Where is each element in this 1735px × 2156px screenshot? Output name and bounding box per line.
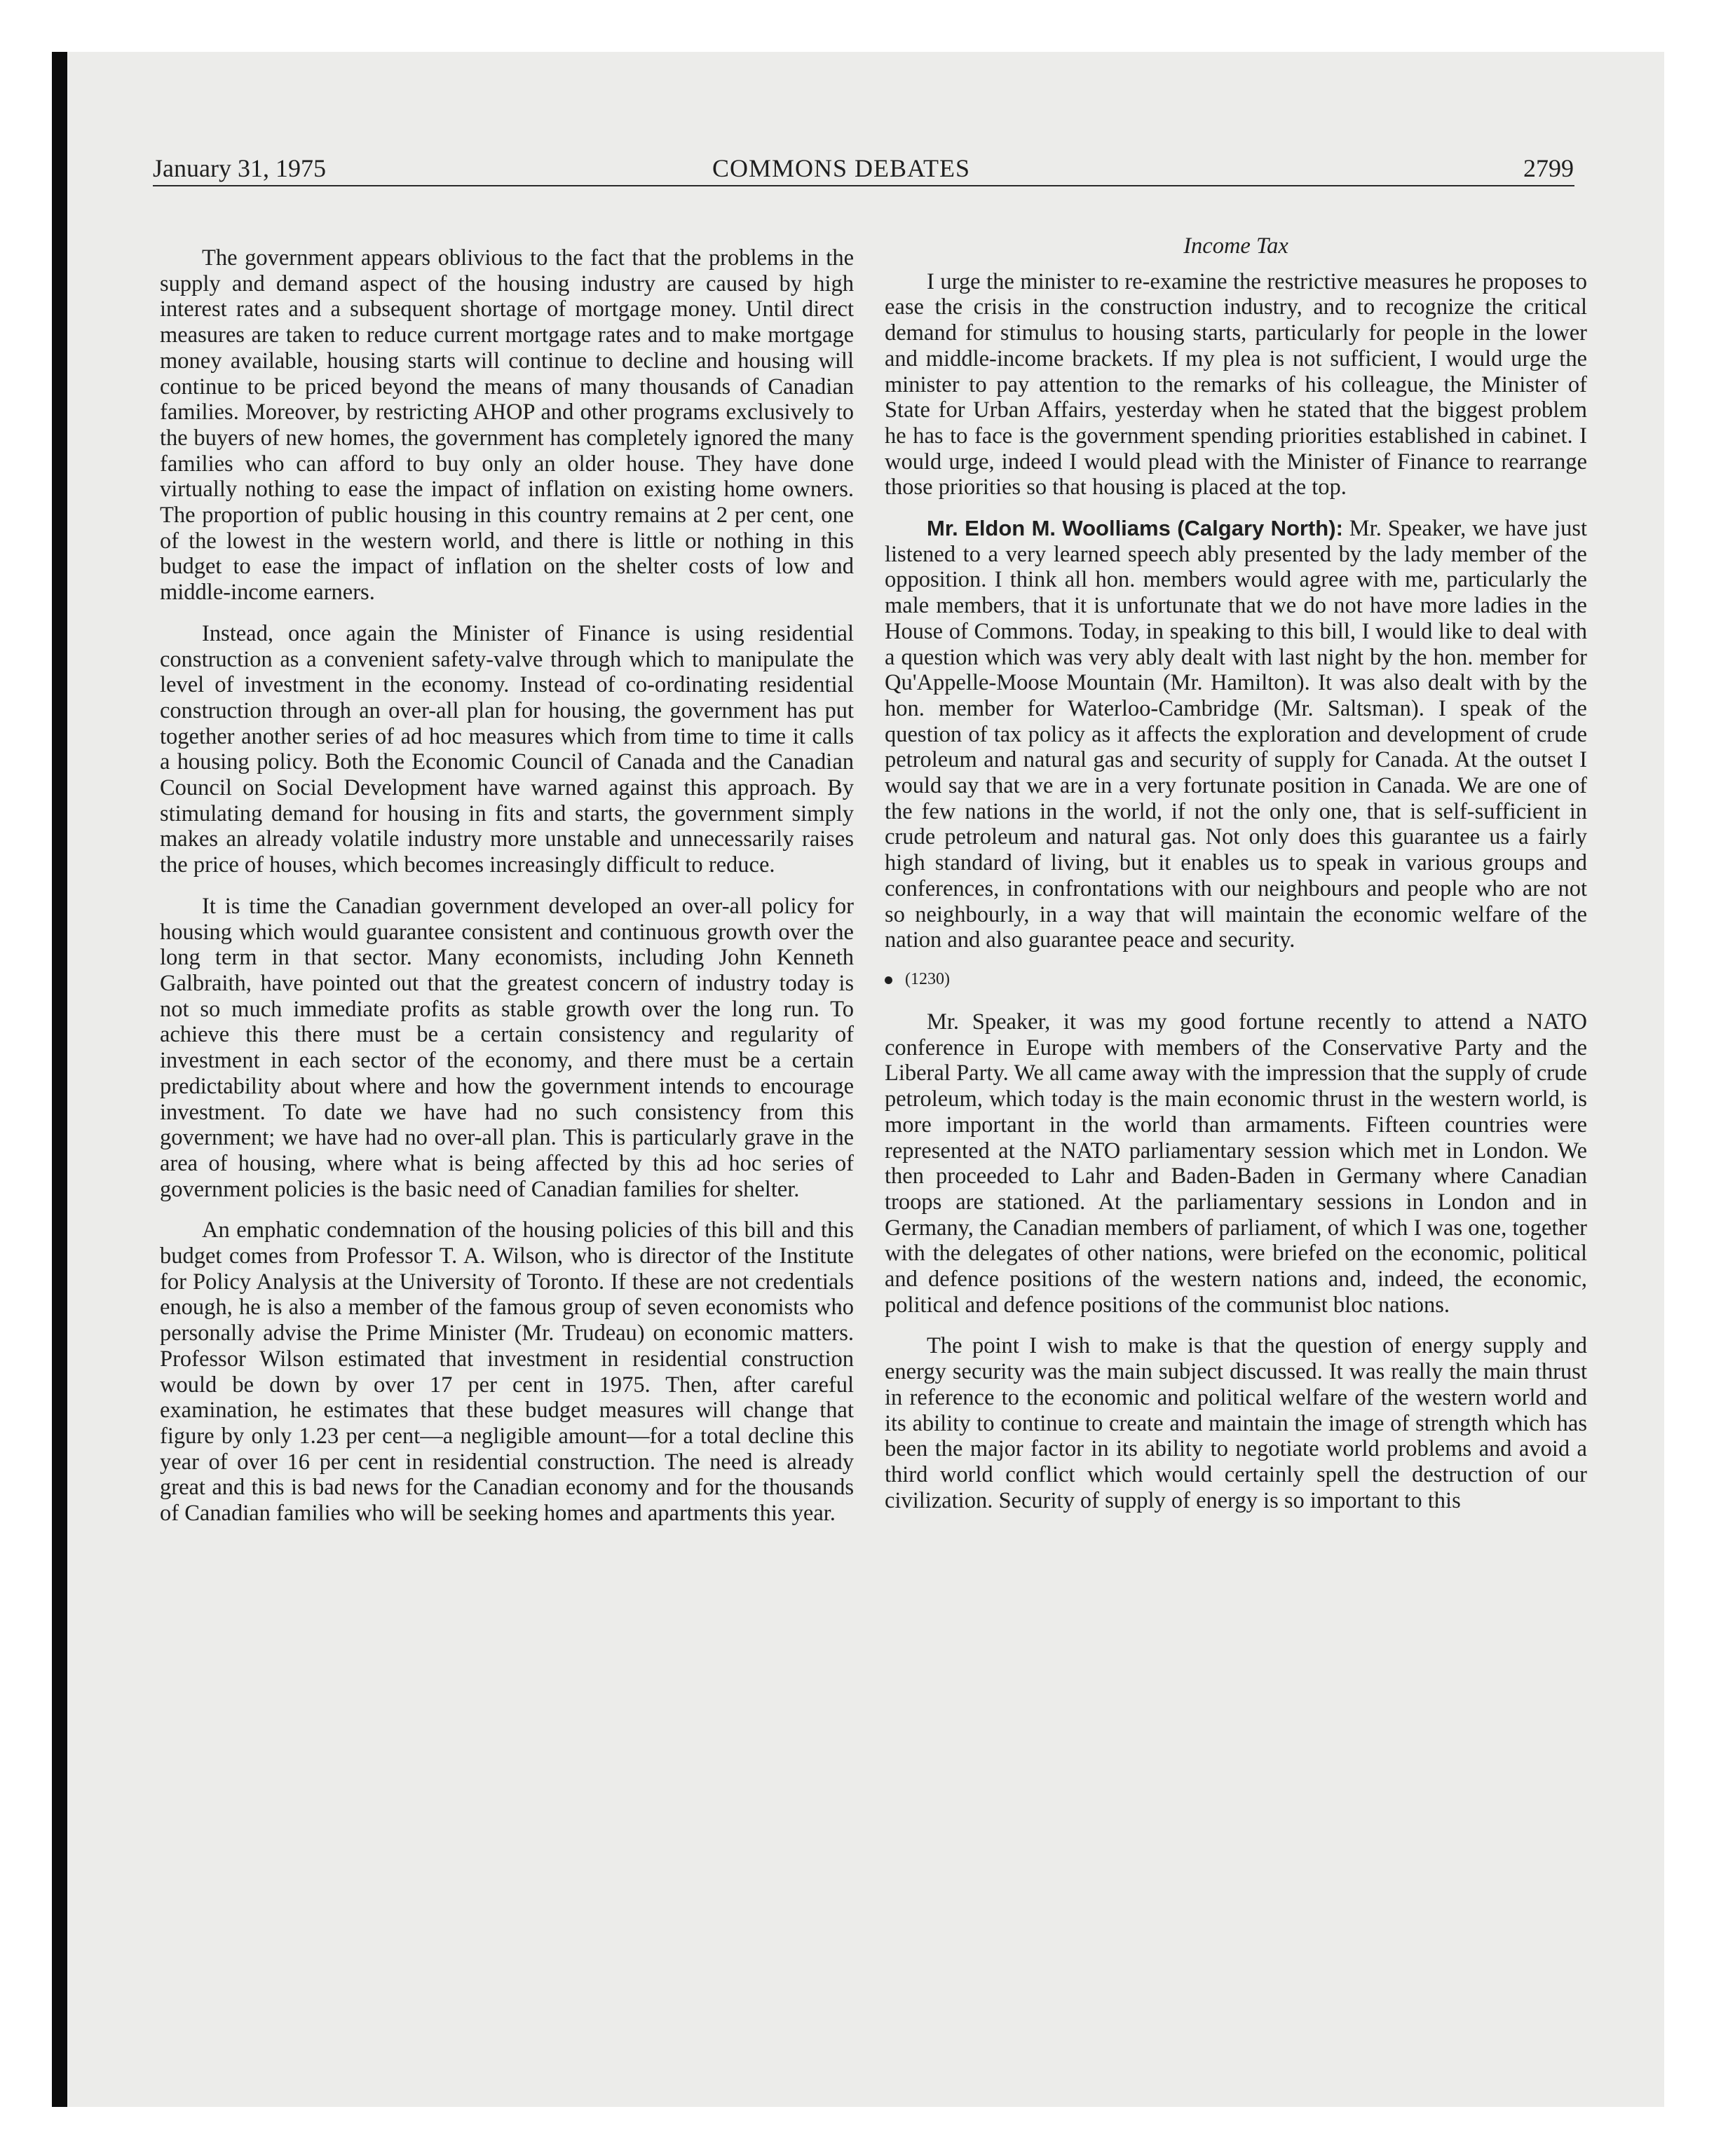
bullet-icon (885, 976, 892, 984)
paragraph: Mr. Speaker, it was my good fortune recently to attend a NATO conference in Europe with members of the Conservative Party and the Liberal Party. We all came away with the impression that the supply of crude petroleum, which today is the main economic thrust in the western world, is more important in the world than armaments. Fifteen countries were represented at the NATO parliamentary session which met in London. We then proceeded to Lahr and Baden-Baden in Germany where Canadian troops are stationed. At the parliamentary sessions in London and in Germany, the Canadian members of parliament, of which I was one, together with the delegates of other nations, were briefed on the economic, political and defence positions of the western nations and, indeed, the economic, political and defence positions of the communist bloc nations. (885, 1009, 1587, 1318)
speech-paragraph (885, 516, 1587, 953)
paragraph: It is time the Canadian government developed an over-all policy for housing which would guarantee consistent and continuous growth over the long term in that sector. Many economists, including John Kenneth Galbraith, have pointed out that the greatest concern of industry today is not so much immediate profits as stable growth over the long run. To achieve this there must be a certain consistency and regularity of investment in each sector of the economy, and there must be a certain predictability about where and how the government intends to encourage investment. To date we have had no such consistency from this government; we have had no over-all plan. This is particularly grave in the area of housing, where what is being affected by this ad hoc series of government policies is the basic need of Canadian families for shelter. (160, 893, 854, 1202)
paragraph: Instead, once again the Minister of Finance is using residential construction as a convenient safety-valve through which to manipulate the level of investment in the economy. Instead of co-ordinating residential construction through an over-all plan for housing, the government has put together another series of ad hoc measures which from time to time it calls a housing policy. Both the Economic Council of Canada and the Canadian Council on Social Development have warned against this approach. By stimulating demand for housing in fits and starts, the government simply makes an already volatile industry more unstable and unnecessarily raises the price of houses, which becomes increasingly difficult to reduce. (160, 620, 854, 878)
scan-edge-bar (52, 52, 67, 2107)
subject-heading: Income Tax (1183, 233, 1288, 259)
right-column (885, 233, 1587, 1529)
header-publication: COMMONS DEBATES (712, 154, 971, 182)
paragraph: The point I wish to make is that the question of energy supply and energy security was the main subject discussed. It was really the main thrust in reference to the economic and political welfare of the western world and its ability to continue to create and maintain the image of strength which has been the major factor in its ability to negotiate world problems and avoid a third world conflict which would certainly spell the destruction of our civilization. Security of supply of energy is so important to this (885, 1333, 1587, 1513)
speech-text: Mr. Speaker, we have just listened to a very learned speech ably presented by the lady member of the opposition. I think all hon. members would agree with me, particularly the male members, that it is unfortunate that we do not have more ladies in the House of Commons. Today, in speaking to this bill, I would like to deal with a question which was very ably dealt with last night by the hon. member for Qu'Appelle-Moose Mountain (Mr. Hamilton). It was also dealt with by the hon. member for Waterloo-Cambridge (Mr. Saltsman). I speak of the question of tax policy as it affects the exploration and development of crude petroleum and natural gas and security of supply for Canada. At the outset I would say that we are in a very fortunate position in Canada. We are one of the few nations in the world, if not the only one, that is self-sufficient in crude petroleum and natural gas. Not only does this guarantee us a fairly high standard of living, but it enables us to speak in various groups and conferences, in confrontations with our neighbours and people who are not so neighbourly, in a way that will maintain the economic welfare of the nation and also guarantee peace and security. (885, 516, 1588, 953)
header-page-number: 2799 (1523, 154, 1574, 182)
header-date: January 31, 1975 (153, 154, 326, 182)
time-marker-text: (1230) (905, 969, 950, 988)
paragraph: The government appears oblivious to the fact that the problems in the supply and demand aspect of the housing industry are caused by high interest rates and a subsequent shortage of mortgage money. Until direct measures are taken to reduce current mortgage rates and to make mortgage money available, housing starts will continue to decline and housing will continue to be priced beyond the means of many thousands of Canadian families. Moreover, by restricting AHOP and other programs exclusively to the buyers of new homes, the government has completely ignored the many families who can afford to buy only an older house. They have done virtually nothing to ease the impact of inflation on existing home owners. The proportion of public housing in this country remains at 2 per cent, one of the lowest in the western world, and there is little or nothing in this budget to ease the impact of inflation on the shelter costs of low and middle-income earners. (160, 245, 854, 606)
paragraph: I urge the minister to re-examine the restrictive measures he proposes to ease the crisis in the construction industry, and to recognize the critical demand for stimulus to housing starts, particularly for people in the lower and middle-income brackets. If my plea is not sufficient, I would urge the minister to pay attention to the remarks of his colleague, the Minister of State for Urban Affairs, yesterday when he stated that the biggest problem he has to face is the government spending priorities established in cabinet. I would urge, indeed I would plead with the Minister of Finance to rearrange those priorities so that housing is placed at the top. (885, 268, 1587, 500)
header-rule (153, 185, 1574, 186)
speaker-name: Mr. Eldon M. Woolliams (Calgary North): (927, 516, 1343, 541)
time-marker (885, 969, 1587, 990)
left-column (160, 245, 854, 1542)
paragraph: An emphatic condemnation of the housing policies of this bill and this budget comes from Professor T. A. Wilson, who is director of the Institute for Policy Analysis at the University of Toronto. If these are not credentials enough, he is also a member of the famous group of seven economists who personally advise the Prime Minister (Mr. Trudeau) on economic matters. Professor Wilson estimated that investment in residential construction would be down by over 17 per cent in 1975. Then, after careful examination, he estimates that these budget measures will change that figure by only 1.23 per cent—a negligible amount—for a total decline this year of over 16 per cent in residential construction. The need is already great and this is bad news for the Canadian economy and for the thousands of Canadian families who will be seeking homes and apartments this year. (160, 1217, 854, 1527)
